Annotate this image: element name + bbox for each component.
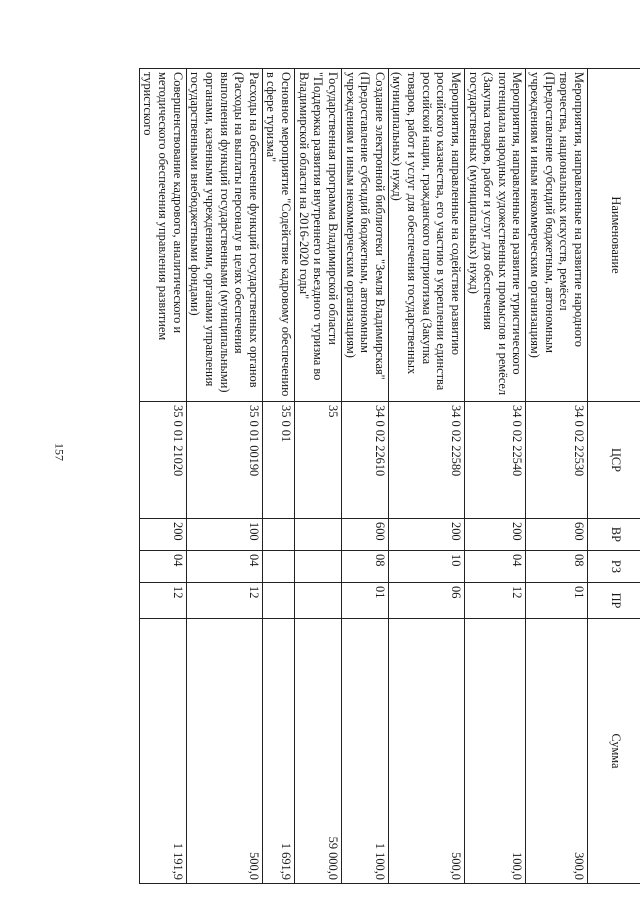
cell-sum: 100,0 bbox=[465, 619, 527, 884]
cell-csr: 35 0 01 bbox=[262, 402, 294, 519]
cell-sum: 1 100,0 bbox=[342, 619, 389, 884]
table-row bbox=[342, 69, 389, 884]
cell-vr bbox=[295, 519, 342, 551]
cell-rz: 04 bbox=[139, 551, 186, 583]
cell-rz: 04 bbox=[465, 551, 527, 583]
cell-rz: 10 bbox=[388, 551, 464, 583]
cell-csr: 34 0 02 22540 bbox=[465, 402, 527, 519]
header-pr: ПР bbox=[588, 583, 640, 619]
cell-sum: 59 000,0 bbox=[295, 619, 342, 884]
header-vr: ВР bbox=[588, 519, 640, 551]
cell-rz bbox=[262, 551, 294, 583]
cell-name: Создание электронной библиотеки "Земля Владимирская" (Предоставление субсидий бюджетным, автономным учреждениям и иным некоммерческим организациям) bbox=[342, 69, 389, 402]
table-row bbox=[186, 69, 262, 884]
cell-name: Мероприятия, направленные на развитие туристического потенциала народных художественных промыслов и ремёсел (Закупка товаров, работ и услуг для обеспечения государственных (муниципальных) нужд) bbox=[465, 69, 527, 402]
cell-vr: 200 bbox=[388, 519, 464, 551]
cell-pr: 12 bbox=[139, 583, 186, 619]
cell-name: Мероприятия, направленные на развитие народного творчества, национальных искусств, ремёсел (Предоставление субсидий бюджетным, автономным учреждениям и иным некоммерческим организациям) bbox=[526, 69, 588, 402]
cell-vr: 100 bbox=[186, 519, 262, 551]
table-row bbox=[465, 69, 527, 884]
cell-pr: 12 bbox=[186, 583, 262, 619]
cell-rz: 04 bbox=[186, 551, 262, 583]
cell-csr: 35 0 01 21020 bbox=[139, 402, 186, 519]
table-row bbox=[139, 69, 186, 884]
cell-sum: 1 691,9 bbox=[262, 619, 294, 884]
table-row bbox=[295, 69, 342, 884]
cell-name: Мероприятия, направленные на содействие развитию российского казачества, его участию в укреплении единства российской нации, гражданского патриотизма (Закупка товаров, работ и услуг для обеспечения государственных (муниципальных) нужд) bbox=[388, 69, 464, 402]
header-csr: ЦСР bbox=[588, 402, 640, 519]
cell-vr: 600 bbox=[526, 519, 588, 551]
cell-rz bbox=[295, 551, 342, 583]
header-rz: РЗ bbox=[588, 551, 640, 583]
cell-vr bbox=[262, 519, 294, 551]
table-header-row bbox=[588, 69, 640, 884]
cell-sum: 1 191,9 bbox=[139, 619, 186, 884]
cell-name: Расходы на обеспечение функций государственных органов (Расходы на выплаты персоналу в целях обеспечения выполнения функций государственными (муниципальными) органами, казенными учреждениями, органами управления государственными внебюджетными фондами) bbox=[186, 69, 262, 402]
table-row bbox=[526, 69, 588, 884]
cell-csr: 35 bbox=[295, 402, 342, 519]
table-row bbox=[262, 69, 294, 884]
cell-name: Государственная программа Владимирской области "Поддержка развития внутреннего и въездного туризма во Владимирской области на 2016-2020 годы" bbox=[295, 69, 342, 402]
cell-name: Совершенствование кадрового, аналитического и методического обеспечения управления развитием туристского bbox=[139, 69, 186, 402]
cell-pr: 06 bbox=[388, 583, 464, 619]
page-number: 157 bbox=[52, 443, 67, 461]
cell-csr: 34 0 02 22580 bbox=[388, 402, 464, 519]
cell-vr: 200 bbox=[139, 519, 186, 551]
table-row bbox=[388, 69, 464, 884]
cell-name: Основное мероприятие "Содействие кадровому обеспечению в сфере туризма" bbox=[262, 69, 294, 402]
cell-csr: 34 0 02 22610 bbox=[342, 402, 389, 519]
cell-csr: 34 0 02 22530 bbox=[526, 402, 588, 519]
cell-pr bbox=[295, 583, 342, 619]
cell-csr: 35 0 01 00190 bbox=[186, 402, 262, 519]
cell-rz: 08 bbox=[526, 551, 588, 583]
cell-pr bbox=[262, 583, 294, 619]
cell-pr: 12 bbox=[465, 583, 527, 619]
cell-rz: 08 bbox=[342, 551, 389, 583]
cell-pr: 01 bbox=[526, 583, 588, 619]
header-sum: Сумма bbox=[588, 619, 640, 884]
cell-vr: 600 bbox=[342, 519, 389, 551]
cell-sum: 300,0 bbox=[526, 619, 588, 884]
cell-sum: 500,0 bbox=[186, 619, 262, 884]
header-name: Наименование bbox=[588, 69, 640, 402]
budget-table-rotated bbox=[120, 68, 640, 883]
cell-pr: 01 bbox=[342, 583, 389, 619]
cell-vr: 200 bbox=[465, 519, 527, 551]
cell-sum: 500,0 bbox=[388, 619, 464, 884]
budget-table bbox=[139, 68, 640, 884]
